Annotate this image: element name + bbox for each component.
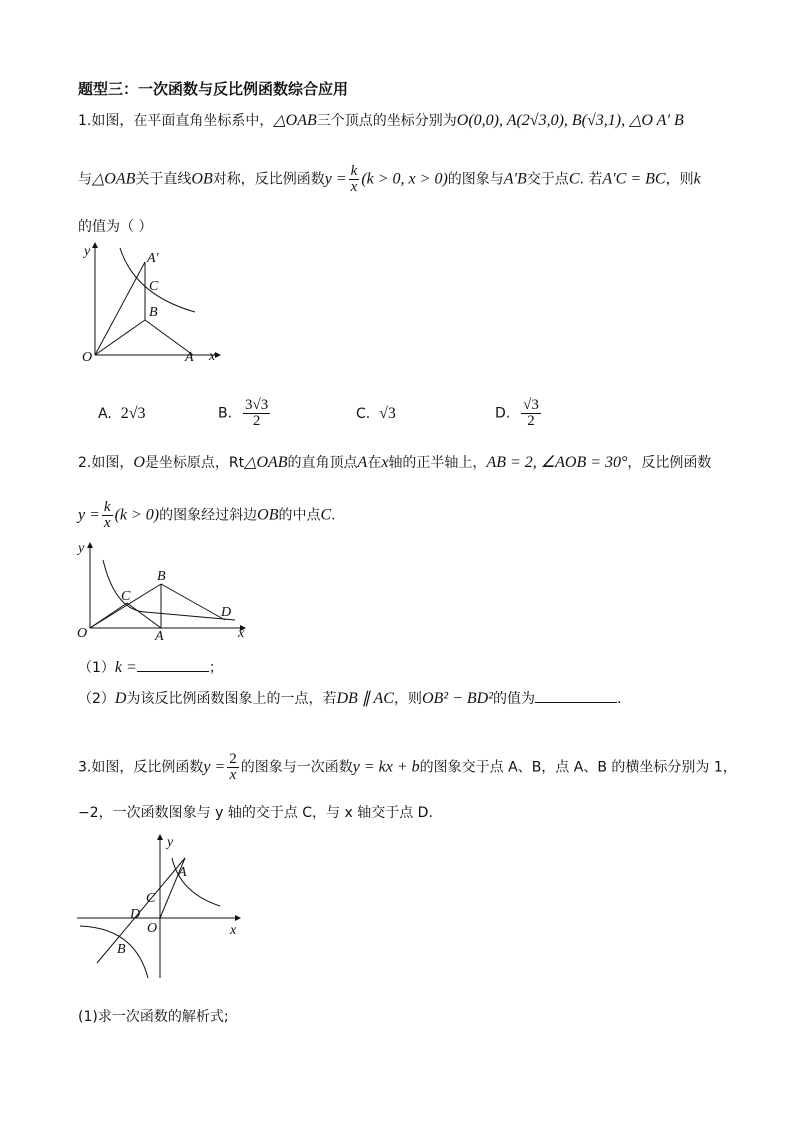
q3-line-1: 3.如图，反比例函数y = $\frac{2}{x}$ 的图象与一次函数y = kx + b的图象交于点 A、B，点 A、B 的横坐标分别为 1，	[78, 751, 737, 783]
q3-fig-point-d: D	[130, 907, 141, 922]
q1-line-3: 的值为（ ）	[78, 219, 153, 235]
q1-fig-point-a1: A′	[147, 251, 159, 266]
q2-part-1-answer-blank[interactable]	[137, 657, 209, 672]
q1-fig-origin: O	[82, 350, 93, 365]
q2-part-2-answer-blank[interactable]	[535, 688, 617, 703]
q2-part-1: （1）k = ；	[78, 659, 223, 676]
q1-option-d[interactable]: D. $\frac{√3}{2}$	[495, 397, 539, 429]
q2-figure	[75, 540, 255, 645]
q2-fraction: $\frac{k}{x}$	[103, 499, 111, 531]
q3-fig-point-b: B	[117, 942, 126, 957]
q3-fig-point-c: C	[146, 891, 156, 906]
q1-line-2: 与△OAB关于直线OB对称，反比例函数y = $\frac{k}{x}$ (k > 0, x > 0)的图象与A′B交于点C. 若A′C = BC，则k	[78, 163, 701, 195]
q1-fig-point-a: A	[185, 350, 194, 365]
q2-line-2: y = $\frac{k}{x}$ (k > 0)的图象经过斜边OB的中点C.	[78, 499, 336, 531]
q2-fig-point-c: C	[121, 589, 131, 604]
q3-fig-y-label: y	[167, 835, 174, 850]
q3-fig-x-label: x	[230, 923, 237, 938]
q3-figure	[75, 828, 250, 988]
q2-fig-origin: O	[77, 626, 88, 641]
q1-fig-point-c: C	[149, 279, 159, 294]
q3-fig-point-a: A	[178, 865, 187, 880]
q1-coordinates: O(0,0), A(2√3,0), B(√3,1), △O A′ B	[456, 112, 684, 129]
q1-line-1: 1.如图，在平面直角坐标系中，△OAB三个顶点的坐标分别为O(0,0), A(2√3,0), B(√3,1), △O A′ B	[78, 112, 684, 129]
q1-fig-y-label: y	[84, 244, 91, 259]
q2-part-2: （2）D为该反比例函数图象上的一点，若DB ∥ AC，则OB² − BD²的值为 .	[78, 690, 622, 707]
q1-option-a[interactable]: A. 2√3	[98, 405, 146, 422]
q1-condition: (k > 0, x > 0)	[361, 170, 448, 188]
q3-part-1: (1)求一次函数的解析式;	[78, 1009, 229, 1025]
q1-option-c[interactable]: C. √3	[356, 405, 396, 422]
q2-line-1: 2.如图，O是坐标原点，Rt△OAB的直角顶点A在x轴的正半轴上，AB = 2, ∠AOB = 30°，反比例函数	[78, 454, 712, 471]
q3-fig-origin: O	[147, 921, 158, 936]
q2-fig-point-b: B	[157, 569, 166, 584]
q2-fig-point-d: D	[221, 605, 232, 620]
q2-fig-x-label: x	[238, 626, 245, 641]
q2-fig-point-a: A	[155, 629, 164, 644]
q2-fig-y-label: y	[78, 541, 85, 556]
q1-triangle: △OAB	[273, 112, 317, 129]
q1-fig-point-b: B	[149, 305, 158, 320]
q1-fraction: $\frac{k}{x}$	[350, 163, 358, 195]
q3-fraction: $\frac{2}{x}$	[229, 751, 237, 783]
section-title: 题型三：一次函数与反比例函数综合应用	[78, 80, 349, 98]
q1-fig-x-label: x	[209, 349, 216, 364]
q3-line-2: −2，一次函数图象与 y 轴的交于点 C，与 x 轴交于点 D.	[78, 805, 433, 821]
q2-given: AB = 2, ∠AOB = 30°	[486, 454, 628, 471]
q1-figure	[75, 240, 235, 370]
q1-option-b[interactable]: B. $\frac{3√3}{2}$	[218, 397, 269, 429]
